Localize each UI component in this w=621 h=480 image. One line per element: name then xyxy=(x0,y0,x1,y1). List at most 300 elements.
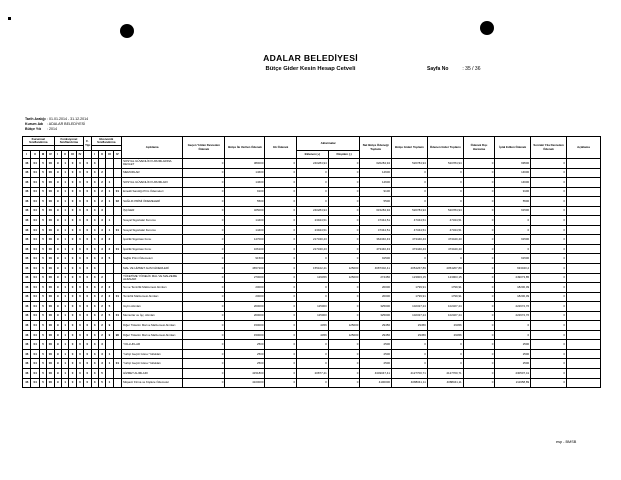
desc-cell: Diğer Tüketim Mal ve Malzemesi Alımları xyxy=(122,321,183,331)
note-cell xyxy=(566,244,600,254)
code-cell: 0 xyxy=(76,340,83,350)
amount-cell: 0 xyxy=(183,178,225,188)
code-cell: 0 xyxy=(76,378,83,388)
code-cell: 1 xyxy=(61,254,68,264)
amount-cell: 0 xyxy=(463,159,495,169)
code-cell: 00 xyxy=(47,235,54,245)
code-cell: 3 xyxy=(91,187,98,197)
amount-cell: 0 xyxy=(463,330,495,340)
code-cell: 5 xyxy=(39,273,46,283)
code-cell: 0 xyxy=(69,216,76,226)
code-cell: 04 xyxy=(31,197,39,207)
amount-cell: 1799,91 xyxy=(427,283,463,293)
amount-cell: 0 xyxy=(297,197,329,207)
amount-cell: 0 xyxy=(463,168,495,178)
code-cell: 0 xyxy=(69,302,76,312)
amount-cell: 125000 xyxy=(328,330,360,340)
code-cell: 3 xyxy=(98,216,105,226)
amount-cell: 2500 xyxy=(495,359,531,369)
amount-cell: 0 xyxy=(265,206,297,216)
code-cell: 3 xyxy=(91,302,98,312)
code-cell xyxy=(113,216,121,226)
code-cell: 00 xyxy=(47,159,54,169)
code-cell: 9 xyxy=(54,244,61,254)
code-cell: 00 xyxy=(47,378,54,388)
code-cell: 3 xyxy=(91,197,98,207)
code-cell: 1 xyxy=(61,244,68,254)
code-cell xyxy=(113,178,121,188)
amount-cell: 0 xyxy=(531,340,567,350)
code-cell: 1 xyxy=(106,225,113,235)
code-cell: 04 xyxy=(31,206,39,216)
amount-cell: 29456 xyxy=(427,321,463,331)
amount-cell: 29456 xyxy=(360,330,392,340)
code-cell xyxy=(113,283,121,293)
col-aciklama: Açıklama xyxy=(122,137,183,159)
amount-cell: 125000 xyxy=(328,264,360,274)
col-odenek-disi: Ödenek Dışı Harcama xyxy=(463,137,495,159)
table-row xyxy=(23,187,601,197)
code-cell: 0 xyxy=(76,359,83,369)
code-cell: 3 xyxy=(91,244,98,254)
amount-cell: 0 xyxy=(427,349,463,359)
code-cell: 00 xyxy=(47,244,54,254)
amount-cell: 0 xyxy=(297,340,329,350)
table-row xyxy=(23,311,601,321)
note-cell xyxy=(566,302,600,312)
code-cell: 04 xyxy=(31,187,39,197)
code-cell: 3 xyxy=(91,369,98,379)
amount-cell: 0 xyxy=(427,197,463,207)
table-row xyxy=(23,244,601,254)
amount-cell: 274456 xyxy=(360,273,392,283)
code-cell xyxy=(106,206,113,216)
code-cell: 0 xyxy=(76,264,83,274)
code-cell: 1 xyxy=(61,178,68,188)
amount-cell: 0 xyxy=(183,359,225,369)
code-cell: 01 xyxy=(113,292,121,302)
col-aciklama2: Açıklama xyxy=(566,137,600,159)
code-cell: 1 xyxy=(106,378,113,388)
amount-cell: 0 xyxy=(183,159,225,169)
code-cell: 9 xyxy=(54,378,61,388)
code-cell: 2 xyxy=(106,283,113,293)
amount-cell: 2500 xyxy=(225,349,265,359)
code-cell: 0 xyxy=(76,349,83,359)
amount-cell: 102327,24 xyxy=(391,311,427,321)
code-cell: 04 xyxy=(31,302,39,312)
roman-header: I xyxy=(23,151,31,159)
amount-cell: 0 xyxy=(531,349,567,359)
code-cell: 3 xyxy=(98,225,105,235)
amount-cell: 123903,15 xyxy=(427,273,463,283)
code-cell: 3 xyxy=(91,330,98,340)
code-cell: 0 xyxy=(84,273,91,283)
roman-header: II xyxy=(98,151,105,159)
code-cell: 5 xyxy=(39,349,46,359)
amount-cell: 0 xyxy=(463,273,495,283)
code-cell: 5 xyxy=(39,321,46,331)
note-cell xyxy=(566,159,600,169)
amount-cell: 0 xyxy=(531,273,567,283)
code-cell: 0 xyxy=(84,264,91,274)
amount-cell: 0 xyxy=(531,159,567,169)
amount-cell: 0 xyxy=(328,302,360,312)
amount-cell: 0 xyxy=(495,216,531,226)
code-cell: 1 xyxy=(61,197,68,207)
amount-cell: 1799,91 xyxy=(391,283,427,293)
code-cell: 0 xyxy=(69,378,76,388)
table-row xyxy=(23,197,601,207)
code-cell: 04 xyxy=(31,254,39,264)
amount-cell: 0 xyxy=(328,168,360,178)
code-cell: 46 xyxy=(23,254,31,264)
col-odenen: Ödenen Gider Toplamı xyxy=(427,137,463,159)
amount-cell: 211958,89 xyxy=(495,378,531,388)
meta-label: Bütçe Yılı xyxy=(25,127,42,132)
amount-cell: 0 xyxy=(391,254,427,264)
code-cell: 1 xyxy=(61,168,68,178)
table-row xyxy=(23,225,601,235)
note-cell xyxy=(566,340,600,350)
code-cell: 3 xyxy=(98,359,105,369)
amount-cell: 20877,41 xyxy=(297,369,329,379)
code-cell: 5 xyxy=(39,159,46,169)
amount-cell: 0 xyxy=(328,159,360,169)
amount-cell: 125000 xyxy=(297,302,329,312)
code-cell: 46 xyxy=(23,330,31,340)
amount-cell: 0 xyxy=(265,254,297,264)
note-cell xyxy=(566,216,600,226)
amount-cell: 0 xyxy=(531,264,567,274)
code-cell: 9 xyxy=(54,254,61,264)
amount-cell: 0 xyxy=(328,283,360,293)
amount-cell: 0 xyxy=(531,225,567,235)
code-cell: 1 xyxy=(61,311,68,321)
code-cell: 0 xyxy=(84,378,91,388)
code-cell: 0 xyxy=(76,197,83,207)
amount-cell: 29456 xyxy=(391,321,427,331)
amount-cell: 0 xyxy=(463,197,495,207)
code-cell: 5 xyxy=(39,283,46,293)
code-cell: 00 xyxy=(47,197,54,207)
amount-cell: 0 xyxy=(265,378,297,388)
code-cell: 1 xyxy=(61,369,68,379)
amount-cell: 4151800 xyxy=(225,369,265,379)
amount-cell: 4127700,71 xyxy=(391,369,427,379)
code-cell: 5 xyxy=(39,378,46,388)
code-cell: 9 xyxy=(54,264,61,274)
amount-cell: 0 xyxy=(463,321,495,331)
meta-block xyxy=(25,117,89,133)
amount-cell: 0 xyxy=(531,187,567,197)
note-cell xyxy=(566,292,600,302)
amount-cell: 0 xyxy=(463,302,495,312)
code-cell: 9 xyxy=(54,321,61,331)
code-cell: 9 xyxy=(106,330,113,340)
amount-cell: 0 xyxy=(183,254,225,264)
note-cell xyxy=(566,206,600,216)
code-cell: 1 xyxy=(61,378,68,388)
code-cell: 3 xyxy=(91,206,98,216)
code-cell: 2 xyxy=(106,244,113,254)
code-cell: 1 xyxy=(61,216,68,226)
code-cell: 0 xyxy=(76,254,83,264)
code-cell: 5 xyxy=(39,359,46,369)
code-cell: 1 xyxy=(61,273,68,283)
amount-cell: 0 xyxy=(531,168,567,178)
amount-cell: 166100 xyxy=(225,244,265,254)
amount-cell: 0 xyxy=(495,244,531,254)
amount-cell: 0 xyxy=(265,159,297,169)
code-cell: 0 xyxy=(76,206,83,216)
amount-cell: 0 xyxy=(427,359,463,369)
amount-cell: 0 xyxy=(183,235,225,245)
code-cell xyxy=(113,302,121,312)
amount-cell: 0 xyxy=(463,254,495,264)
code-cell: 01 xyxy=(113,244,121,254)
col-gecen-yil: Geçen Yıldan Devreden Ödenek xyxy=(183,137,225,159)
amount-cell: 0 xyxy=(391,349,427,359)
amount-cell: 47344,51 xyxy=(360,225,392,235)
code-cell: 5 xyxy=(39,330,46,340)
amount-cell: 0 xyxy=(183,311,225,321)
code-cell: 3 xyxy=(91,349,98,359)
code-cell: 5 xyxy=(98,378,105,388)
code-cell: 1 xyxy=(61,340,68,350)
code-cell: 0 xyxy=(76,178,83,188)
amount-cell: 150000 xyxy=(225,321,265,331)
code-cell: 0 xyxy=(69,244,76,254)
amount-cell: 4456 xyxy=(297,330,329,340)
amount-cell: 0 xyxy=(265,216,297,226)
code-cell: 0 xyxy=(84,340,91,350)
code-cell: 04 xyxy=(31,349,39,359)
roman-header: III xyxy=(106,151,113,159)
code-cell: 0 xyxy=(84,225,91,235)
code-cell: 9 xyxy=(54,340,61,350)
amount-cell: 0 xyxy=(427,187,463,197)
table-row xyxy=(23,168,601,178)
amount-cell: 14600 xyxy=(495,178,531,188)
punch-hole-right xyxy=(480,21,494,35)
code-cell: 0 xyxy=(84,311,91,321)
meta-value: : ADALAR BELEDİYESİ xyxy=(47,122,86,127)
code-cell: 46 xyxy=(23,206,31,216)
code-cell: 46 xyxy=(23,178,31,188)
code-cell: 5 xyxy=(39,302,46,312)
roman-header: I xyxy=(54,151,61,159)
amount-cell: 0 xyxy=(265,225,297,235)
code-cell: 01 xyxy=(113,359,121,369)
amount-cell: 0 xyxy=(183,292,225,302)
meta-value: : 01.01.2014 - 31.12.2014 xyxy=(47,117,89,121)
code-cell: 0 xyxy=(84,330,91,340)
code-cell: 0 xyxy=(84,206,91,216)
amount-cell: 14400 xyxy=(225,216,265,226)
table-row xyxy=(23,349,601,359)
code-cell: 9 xyxy=(54,206,61,216)
code-cell: 00 xyxy=(47,206,54,216)
roman-header: I xyxy=(91,151,98,159)
code-cell: 0 xyxy=(84,283,91,293)
amount-cell: 91500 xyxy=(495,254,531,264)
code-cell: 0 xyxy=(69,254,76,264)
code-cell: 0 xyxy=(76,311,83,321)
code-cell: 3 xyxy=(98,254,105,264)
code-cell: 04 xyxy=(31,244,39,254)
code-cell: 0 xyxy=(69,359,76,369)
amount-cell: 14600 xyxy=(495,168,531,178)
amount-cell: 200000 xyxy=(225,311,265,321)
col-iptal: İptal Edilen Ödenek xyxy=(495,137,531,159)
amount-cell: 0 xyxy=(391,178,427,188)
code-cell: 5 xyxy=(39,216,46,226)
code-cell: 0 xyxy=(76,292,83,302)
desc-cell: MAL VE HİZMET ALIM GİDERLERİ xyxy=(122,264,183,274)
code-cell: 1 xyxy=(106,216,113,226)
amount-cell: 0 xyxy=(183,216,225,226)
amount-cell: 0 xyxy=(328,359,360,369)
amount-cell: 23944,51 xyxy=(297,216,329,226)
amount-cell: 5500 xyxy=(360,197,392,207)
code-cell: 2 xyxy=(98,283,105,293)
col-fonksiyonel: Fonksiyonel Sınıflandırma xyxy=(54,137,84,146)
code-cell: 00 xyxy=(47,187,54,197)
amount-cell: 0 xyxy=(463,178,495,188)
amount-cell: 0 xyxy=(531,330,567,340)
desc-cell: Yurtiçi Geçici Görev Yollukları xyxy=(122,349,183,359)
amount-cell: 20000 xyxy=(225,283,265,293)
desc-cell: İŞÇİLER xyxy=(122,206,183,216)
code-cell: 0 xyxy=(84,235,91,245)
amount-cell: 0 xyxy=(463,311,495,321)
amount-cell: 0 xyxy=(183,206,225,216)
amount-cell: 0 xyxy=(328,311,360,321)
amount-cell: 0 xyxy=(463,359,495,369)
amount-cell: 620284,94 xyxy=(360,159,392,169)
amount-cell: 18200,09 xyxy=(495,283,531,293)
code-cell: 46 xyxy=(23,235,31,245)
amount-cell: 20000 xyxy=(360,283,392,293)
col-aktarmalar: Aktarmalar xyxy=(297,137,360,151)
code-cell: 0 xyxy=(76,225,83,235)
code-cell: 0 xyxy=(76,168,83,178)
code-cell: 9 xyxy=(54,178,61,188)
amount-cell: 0 xyxy=(297,178,329,188)
code-cell: 5 xyxy=(39,292,46,302)
amount-cell: 0 xyxy=(463,369,495,379)
code-cell: 5 xyxy=(39,244,46,254)
code-cell: 00 xyxy=(47,283,54,293)
col-ek: Ek Ödenek xyxy=(265,137,297,159)
amount-cell: 0 xyxy=(183,340,225,350)
code-cell: 0 xyxy=(69,235,76,245)
col-butce: Bütçe İle Verilen Ödenek xyxy=(225,137,265,159)
code-cell: 5 xyxy=(39,197,46,207)
code-cell: 9 xyxy=(54,349,61,359)
roman-header xyxy=(84,151,91,159)
amount-cell: 0 xyxy=(265,349,297,359)
doc-title: Bütçe Gider Kesin Hesap Cetveli xyxy=(265,66,356,72)
code-cell: 00 xyxy=(47,225,54,235)
amount-cell: 0 xyxy=(265,235,297,245)
amount-cell: 0 xyxy=(328,216,360,226)
amount-cell: 0 xyxy=(328,349,360,359)
desc-cell: Giyim Alımları xyxy=(122,302,183,312)
amount-cell: 23944,51 xyxy=(297,225,329,235)
code-cell: 1 xyxy=(61,159,68,169)
amount-cell: 0 xyxy=(265,340,297,350)
note-cell xyxy=(566,330,600,340)
note-cell xyxy=(566,273,600,283)
code-cell: 0 xyxy=(76,302,83,312)
table-row xyxy=(23,321,601,331)
code-cell: 9 xyxy=(54,273,61,283)
amount-cell: 4100000 xyxy=(360,378,392,388)
code-cell: 2 xyxy=(98,292,105,302)
code-cell: 90 xyxy=(113,330,121,340)
code-cell: 1 xyxy=(61,302,68,312)
desc-cell: İşsizlik Sigortası Fonu xyxy=(122,235,183,245)
code-cell: 3 xyxy=(98,340,105,350)
amount-cell: 0 xyxy=(183,369,225,379)
amount-cell: 4088041,11 xyxy=(427,378,463,388)
amount-cell: 633040,2 xyxy=(495,264,531,274)
amount-cell: 0 xyxy=(463,264,495,274)
code-cell: 46 xyxy=(23,197,31,207)
amount-cell: 200000 xyxy=(225,302,265,312)
code-cell: 00 xyxy=(47,178,54,188)
amount-cell: 2500 xyxy=(360,340,392,350)
amount-cell: 0 xyxy=(463,340,495,350)
code-cell: 1 xyxy=(61,235,68,245)
code-cell: 1 xyxy=(61,283,68,293)
amount-cell: 0 xyxy=(297,283,329,293)
amount-cell: 47344,51 xyxy=(360,216,392,226)
code-cell: 1 xyxy=(106,187,113,197)
code-cell: 9 xyxy=(54,216,61,226)
roman-header: IV xyxy=(113,151,121,159)
roman-header: II xyxy=(31,151,39,159)
code-cell: 1 xyxy=(61,225,68,235)
code-cell: 3 xyxy=(91,264,98,274)
amount-cell: 0 xyxy=(328,197,360,207)
desc-cell: Diğer Tüketim Mal ve Malzemesi Alımları xyxy=(122,330,183,340)
code-cell: 00 xyxy=(47,369,54,379)
code-cell: 5 xyxy=(39,225,46,235)
roman-header: IV xyxy=(76,151,83,159)
code-cell: 0 xyxy=(76,273,83,283)
code-cell: 9 xyxy=(54,330,61,340)
org-title: ADALAR BELEDİYESİ xyxy=(263,53,358,63)
code-cell: 04 xyxy=(31,330,39,340)
code-cell: 2 xyxy=(98,273,105,283)
code-cell: 3 xyxy=(91,235,98,245)
desc-cell: Sağlık Primi Ödemeleri xyxy=(122,254,183,264)
amount-cell: 0 xyxy=(531,235,567,245)
code-cell: 5 xyxy=(39,340,46,350)
amount-cell: 0 xyxy=(531,369,567,379)
code-cell: 0 xyxy=(76,283,83,293)
amount-cell: 4657200 xyxy=(225,264,265,274)
code-cell: 04 xyxy=(31,340,39,350)
amount-cell: 0 xyxy=(531,378,567,388)
code-cell: 9 xyxy=(54,302,61,312)
amount-cell: 0 xyxy=(391,340,427,350)
desc-cell: HİZMET ALIMLARI xyxy=(122,369,183,379)
code-cell: 46 xyxy=(23,244,31,254)
